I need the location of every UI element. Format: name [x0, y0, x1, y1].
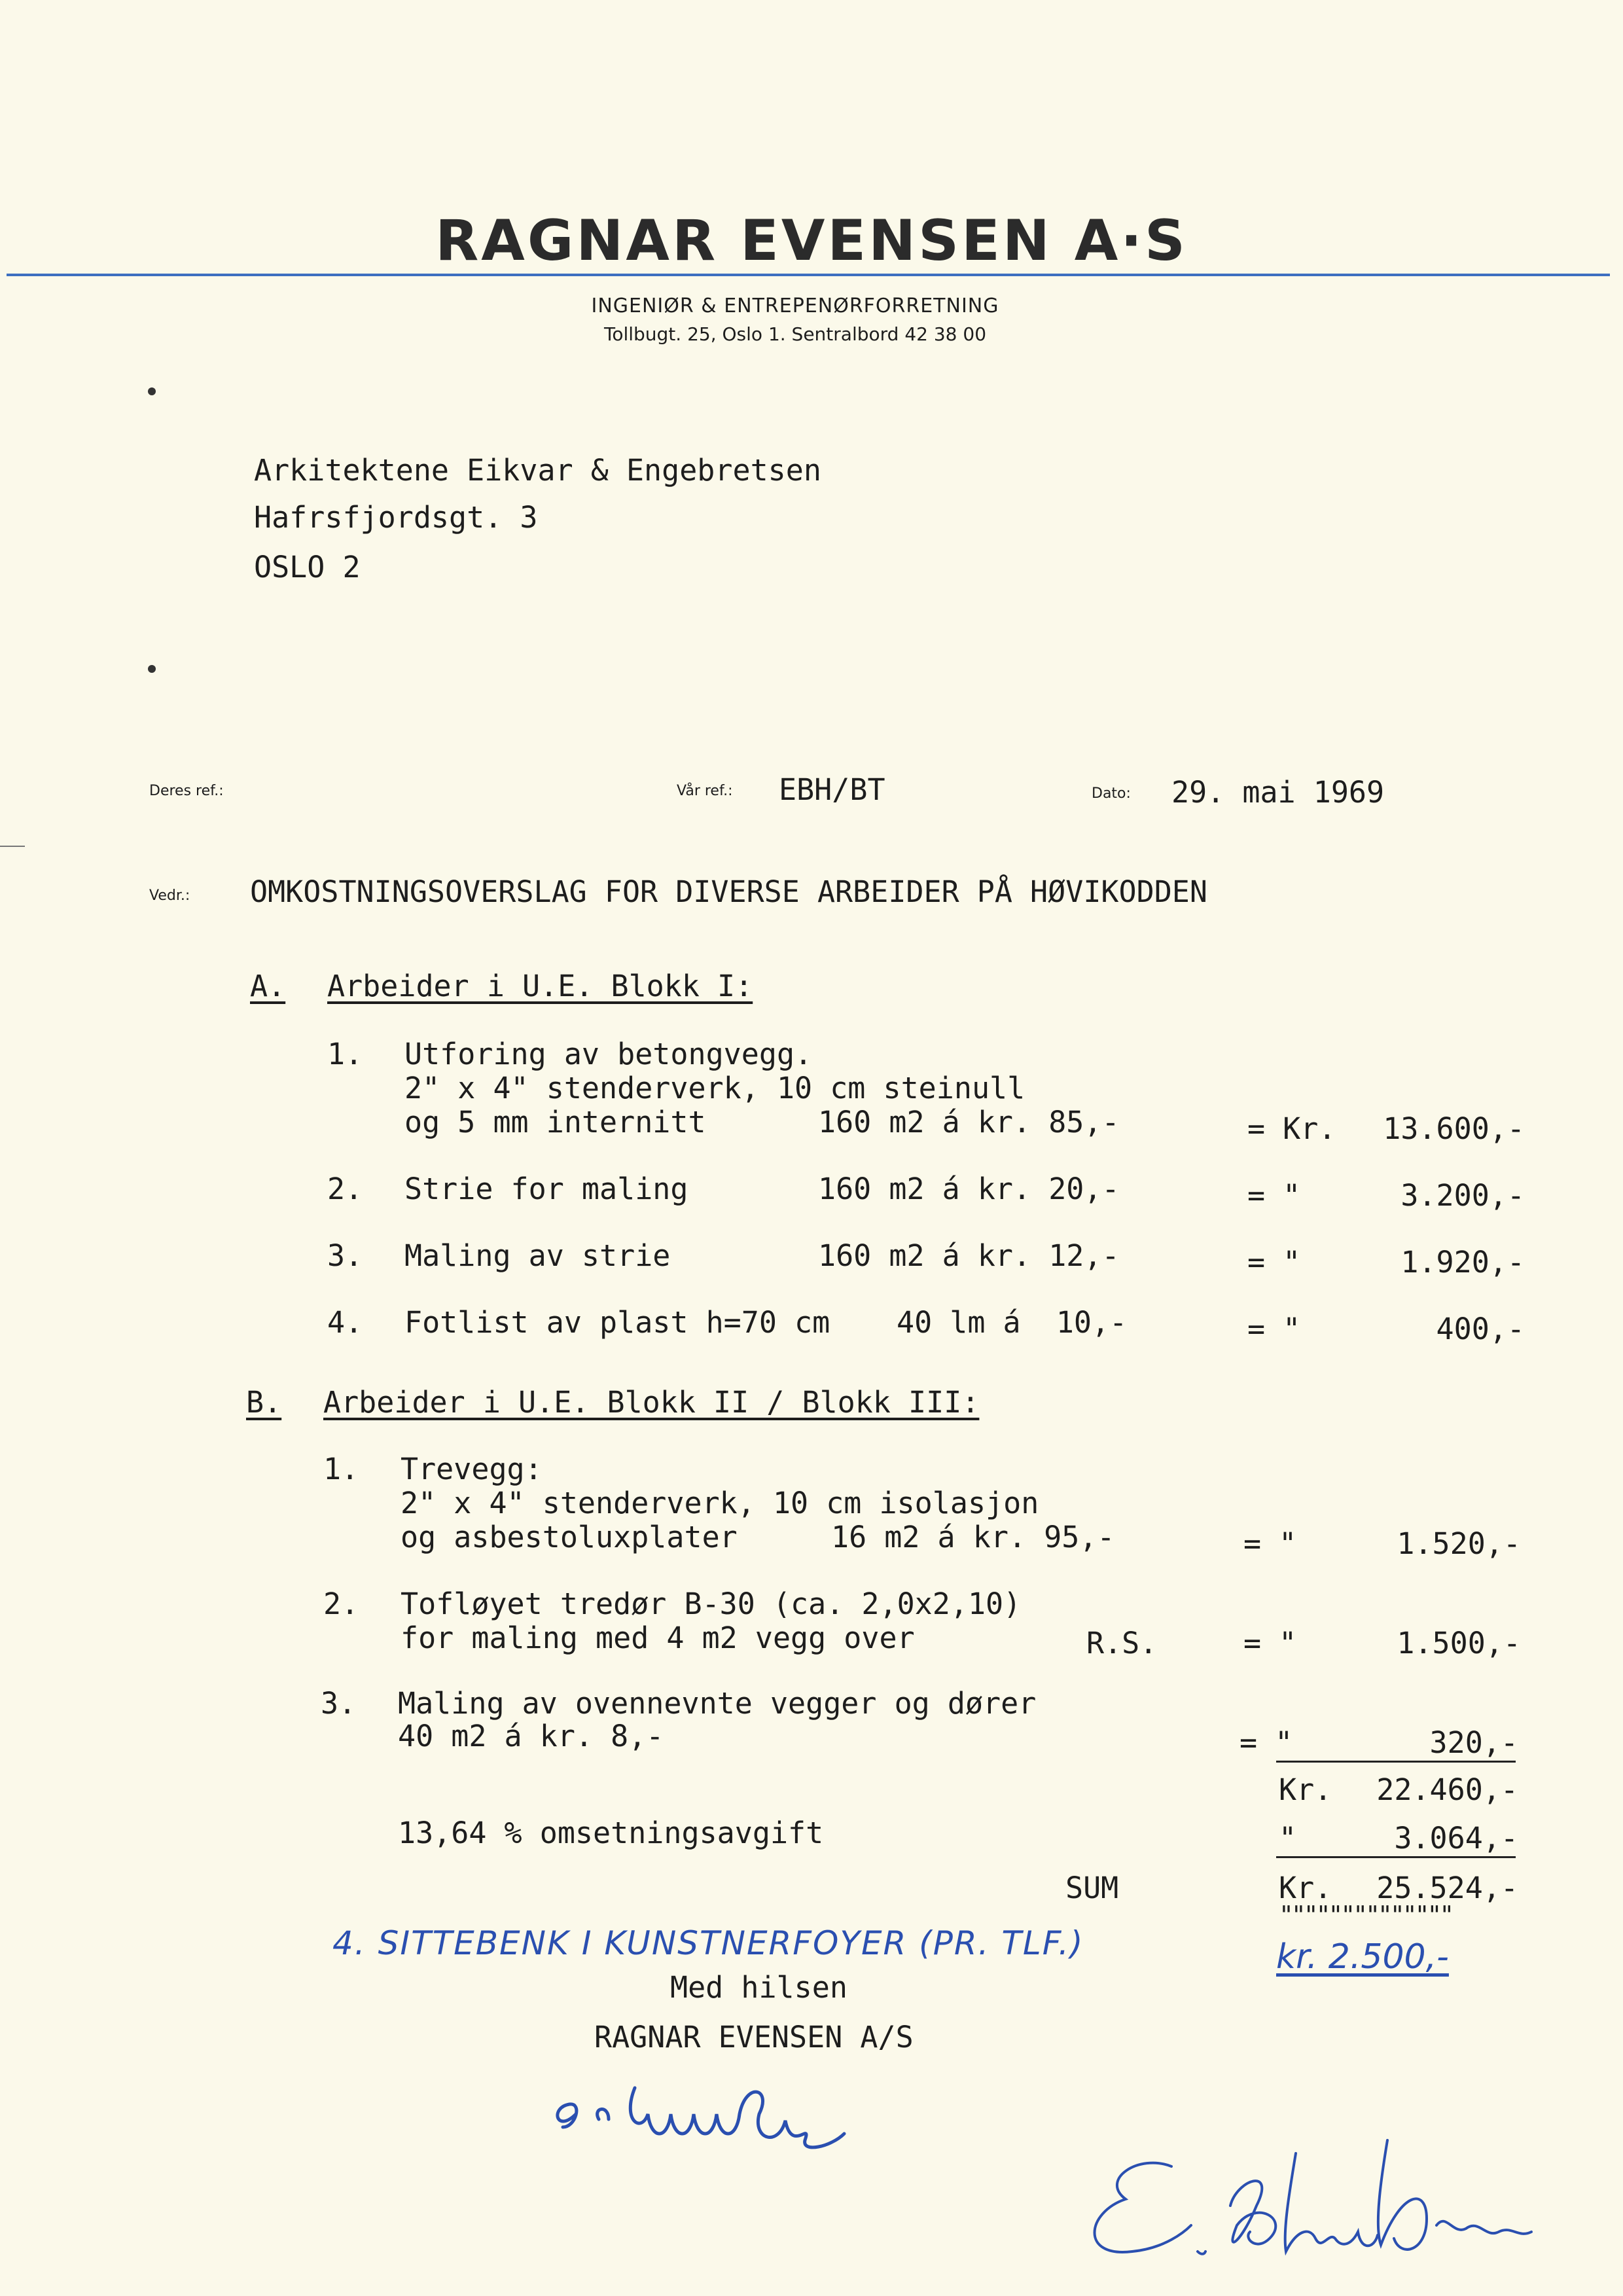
sum-currency: Kr.: [1279, 1871, 1332, 1905]
subtotal-amount: 22.460,-: [1376, 1772, 1518, 1807]
item-description: 2" x 4" stenderverk, 10 cm steinull: [404, 1071, 1026, 1105]
section-a-heading: Arbeider i U.E. Blokk I:: [327, 969, 753, 1003]
item-equals: = ": [1247, 1245, 1301, 1280]
recipient-name: Arkitektene Eikvar & Engebretsen: [254, 453, 821, 488]
item-description: Fotlist av plast h=70 cm: [404, 1305, 830, 1340]
section-b-letter: B.: [246, 1385, 282, 1420]
ditto-marks: """""""""""""": [1279, 1901, 1452, 1929]
fold-mark: [0, 846, 25, 847]
item-quantity: 16 m2 á kr. 95,-: [831, 1520, 1115, 1554]
item-number: 3.: [321, 1686, 357, 1721]
letterhead-rule: [7, 274, 1610, 276]
subject-text: OMKOSTNINGSOVERSLAG FOR DIVERSE ARBEIDER PÅ HØVIKODDEN: [250, 874, 1207, 909]
item-description: Utforing av betongvegg.: [404, 1037, 813, 1071]
item-description: og asbestoluxplater: [401, 1520, 738, 1554]
item-number: 4.: [327, 1305, 363, 1340]
item-amount: 13.600,-: [1383, 1111, 1525, 1146]
item-description: og 5 mm internitt: [404, 1105, 706, 1139]
company-business: INGENIØR & ENTREPENØRFORRETNING: [591, 295, 999, 317]
item-description: 2" x 4" stenderverk, 10 cm isolasjon: [401, 1486, 1039, 1520]
vedr-label: Vedr.:: [149, 888, 190, 904]
item-equals: = ": [1243, 1526, 1297, 1561]
dato-label: Dato:: [1092, 785, 1131, 802]
item-quantity: 160 m2 á kr. 20,-: [818, 1172, 1120, 1206]
deres-ref-label: Deres ref.:: [149, 783, 224, 799]
item-amount: 1.520,-: [1397, 1526, 1521, 1561]
signature-1: [537, 2042, 903, 2153]
item-quantity: 160 m2 á kr. 12,-: [818, 1238, 1120, 1273]
company-address: Tollbugt. 25, Oslo 1. Sentralbord 42 38 00: [603, 323, 987, 345]
tax-currency: ": [1279, 1821, 1297, 1856]
item-description: 40 m2 á kr. 8,-: [398, 1719, 664, 1753]
item-quantity: 40 lm á 10,-: [897, 1305, 1128, 1340]
item-description: for maling med 4 m2 vegg over: [401, 1621, 915, 1655]
item-description: Maling av ovennevnte vegger og dører: [398, 1686, 1037, 1721]
item-description: Strie for maling: [404, 1172, 688, 1206]
closing-greeting: Med hilsen: [670, 1970, 847, 2005]
punch-mark: [148, 665, 156, 673]
item-equals: = ": [1243, 1626, 1297, 1660]
signature-2: [1060, 2127, 1558, 2284]
company-name: RAGNAR EVENSEN A·S: [435, 208, 1188, 274]
subtotal-currency: Kr.: [1279, 1772, 1332, 1807]
item-number: 2.: [323, 1587, 359, 1621]
subtotal-rule: [1276, 1761, 1516, 1763]
recipient-city: OSLO 2: [254, 550, 361, 584]
item-amount: 320,-: [1429, 1725, 1518, 1760]
sum-amount: 25.524,-: [1376, 1871, 1518, 1905]
item-equals: = ": [1247, 1178, 1301, 1213]
date-value: 29. mai 1969: [1171, 775, 1385, 810]
punch-mark: [148, 387, 156, 395]
closing-company: RAGNAR EVENSEN A/S: [594, 2020, 914, 2054]
item-description: Tofløyet tredør B-30 (ca. 2,0x2,10): [401, 1587, 1022, 1621]
item-quantity: 160 m2 á kr. 85,-: [818, 1105, 1120, 1139]
sum-rule: [1276, 1856, 1516, 1858]
item-amount: 1.920,-: [1400, 1245, 1525, 1280]
tax-amount: 3.064,-: [1394, 1821, 1518, 1856]
item-number: 3.: [327, 1238, 363, 1273]
var-ref-label: Vår ref.:: [677, 783, 733, 799]
handwritten-amount: kr. 2.500,-: [1276, 1937, 1449, 1977]
tax-label: 13,64 % omsetningsavgift: [398, 1816, 824, 1850]
item-number: 1.: [323, 1452, 359, 1486]
item-equals: = Kr.: [1247, 1111, 1336, 1146]
item-description: Maling av strie: [404, 1238, 671, 1273]
item-equals: = ": [1247, 1312, 1301, 1346]
recipient-street: Hafrsfjordsgt. 3: [254, 500, 538, 535]
item-description: Trevegg:: [401, 1452, 543, 1486]
item-equals: = ": [1240, 1725, 1293, 1760]
section-b-heading: Arbeider i U.E. Blokk II / Blokk III:: [323, 1385, 980, 1420]
item-amount: 3.200,-: [1400, 1178, 1525, 1213]
section-a-letter: A.: [250, 969, 286, 1003]
item-number: 1.: [327, 1037, 363, 1071]
var-ref-value: EBH/BT: [779, 772, 885, 807]
item-amount: 1.500,-: [1397, 1626, 1521, 1660]
item-number: 2.: [327, 1172, 363, 1206]
sum-label: SUM: [1065, 1871, 1119, 1905]
item-quantity: R.S.: [1086, 1626, 1158, 1660]
item-amount: 400,-: [1436, 1312, 1525, 1346]
handwritten-note: 4. SITTEBENK I KUNSTNERFOYER (PR. TLF.): [332, 1924, 1084, 1962]
